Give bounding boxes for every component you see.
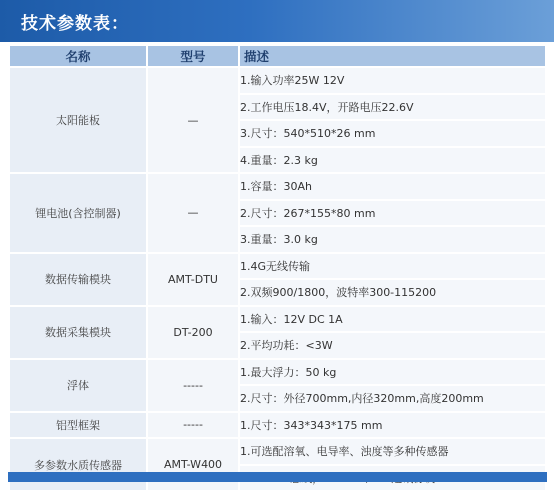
item-model: AMT-DTU (148, 254, 238, 305)
item-name: 太阳能板 (10, 68, 146, 172)
column-header-name: 名称 (10, 46, 146, 66)
item-desc-line: 2.工作电压18.4V，开路电压22.6V (240, 95, 545, 120)
table-row (10, 68, 545, 93)
item-model: ----- (148, 413, 238, 438)
item-model: AMT-W400 (148, 439, 238, 490)
item-desc-line: 2.尺寸：267*155*80 mm (240, 201, 545, 226)
item-desc-line: 1.尺寸：343*343*175 mm (240, 413, 545, 438)
item-desc-line: 2.尺寸：外径700mm,内径320mm,高度200mm (240, 386, 545, 411)
item-name: 数据采集模块 (10, 307, 146, 358)
item-desc-line: 2.双频900/1800，波特率300-115200 (240, 280, 545, 305)
item-desc-line: 1.输入：12V DC 1A (240, 307, 545, 332)
item-model: ----- (148, 360, 238, 411)
item-model: — (148, 174, 238, 252)
item-desc-line: 3.重量：3.0 kg (240, 227, 545, 252)
item-model: — (148, 68, 238, 172)
item-desc-line: 4.重量：2.3 kg (240, 148, 545, 173)
item-name: 锂电池(含控制器) (10, 174, 146, 252)
column-header-model: 型号 (148, 46, 238, 66)
section-header (0, 0, 554, 42)
table-row (10, 307, 545, 332)
item-desc-line: 1.4G无线传输 (240, 254, 545, 279)
item-desc-line: 1.输入功率25W 12V (240, 68, 545, 93)
table-row (10, 439, 545, 464)
item-name: 浮体 (10, 360, 146, 411)
item-name: 数据传输模块 (10, 254, 146, 305)
item-desc-line: 1.可选配溶氧、电导率、浊度等多种传感器 (240, 439, 545, 464)
table-header-row (10, 46, 545, 66)
item-name: 铝型框架 (10, 413, 146, 438)
section-title: 技术参数表： (21, 14, 129, 34)
footer-bar (8, 472, 547, 482)
item-desc-line: 1.容量：30Ah (240, 174, 545, 199)
table-row (10, 254, 545, 279)
item-model: DT-200 (148, 307, 238, 358)
table-row (10, 174, 545, 199)
item-desc-line: 1.最大浮力：50 kg (240, 360, 545, 385)
column-header-desc: 描述 (240, 46, 545, 66)
table-row (10, 413, 545, 438)
spec-table (8, 44, 547, 492)
item-name: 多参数水质传感器 (10, 439, 146, 490)
item-desc-line: 3.尺寸：540*510*26 mm (240, 121, 545, 146)
item-desc-line: 2.平均功耗：<3W (240, 333, 545, 358)
table-row (10, 360, 545, 385)
